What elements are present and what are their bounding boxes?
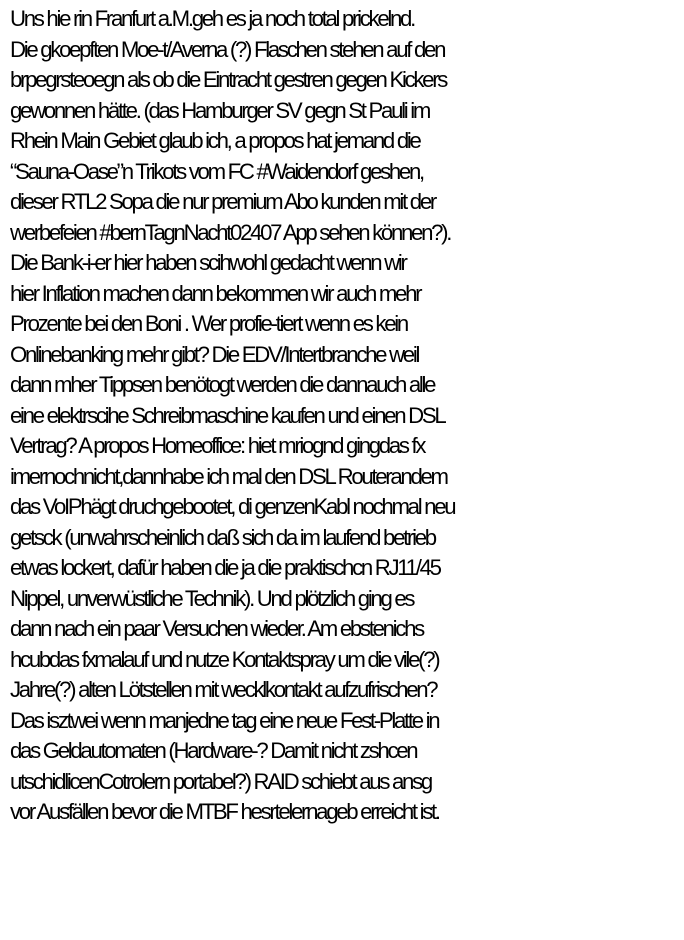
text-line-3: brpegrsteoegn als ob die Eintracht gestren gegen Kickers [10,67,447,92]
text-line-25: das Geldautomaten (Hardware-? Damit nicht zshcen [10,738,417,763]
text-line-26: utschidlicenCotrolern portabel?) RAID schiebt aus ansg [10,768,431,794]
text-line-18: getsck (unwahrscheinlich daß sich da im laufend betrieb [10,524,435,550]
text-line-17: das VoIPhägt druchgebootet, di genzenKabl nochmal neu [10,494,455,519]
text-line-22: hcubdas fxmalauf und nutze Kontaktspray um die vile(?) [10,646,439,672]
text-line-7: dieser RTL2 Sopa die nur premium Abo kunden mit der [10,189,435,214]
text-line-8: werbefeien #bernTagnNacht02407 App sehen können?). [10,219,451,245]
text-line-10: hier Inflation machen dann bekommen wir auch mehr [10,280,421,306]
text-line-1: Uns hie rin Franfurt a.M.geh es ja noch total prickelnd. [10,6,414,31]
text-line-9: Die Bank-i-er hier haben scihwohl gedacht wenn wir [10,250,406,275]
text-line-13: dann mher Tippsen benötogt werden die dannauch alle [10,372,435,397]
text-line-21: dann nach ein paar Versuchen wieder. Am ebstenichs [10,616,423,641]
text-line-2: Die gkoepften Moe-t/Averna (?) Flaschen stehen auf den [10,36,445,62]
text-line-11: Prozente bei den Boni . Wer profie-tiert wenn es kein [10,311,407,336]
text-line-16: imernochnicht,dannhabe ich mal den DSL Routerandem [10,463,447,489]
text-line-15: Vertrag? A propos Homeoffice: hiet mriognd gingdas fx [10,433,425,458]
paragraph [10,4,682,828]
text-line-19: etwas lockert, dafür haben die ja die praktischcn RJ11/45 [10,555,440,580]
text-line-20: Nippel, unverwüstliche Technik). Und plötzlich ging es [10,585,414,611]
text-line-4: gewonnen hätte. (das Hamburger SV gegn St Pauli im [10,97,430,123]
text-line-23: Jahre(?) alten Lötstellen mit wecklkontakt aufzufrischen? [10,677,437,702]
text-line-14: eine elektrscihe Schreibmaschine kaufen und einen DSL [10,402,445,428]
text-line-6: “Sauna-Oase”n Trikots vom FC #Waidendorf geshen, [10,158,423,184]
text-line-24: Das isztwei wenn manjedne tag eine neue Fest-Platte in [10,707,439,733]
text-line-5: Rhein Main Gebiet glaub ich, a propos hat jemand die [10,128,420,153]
text-line-27: vor Ausfällen bevor die MTBF hesrtelernageb erreicht ist. [10,799,439,824]
text-line-12: Onlinebanking mehr gibt? Die EDV/Intertbranche weil [10,341,419,367]
